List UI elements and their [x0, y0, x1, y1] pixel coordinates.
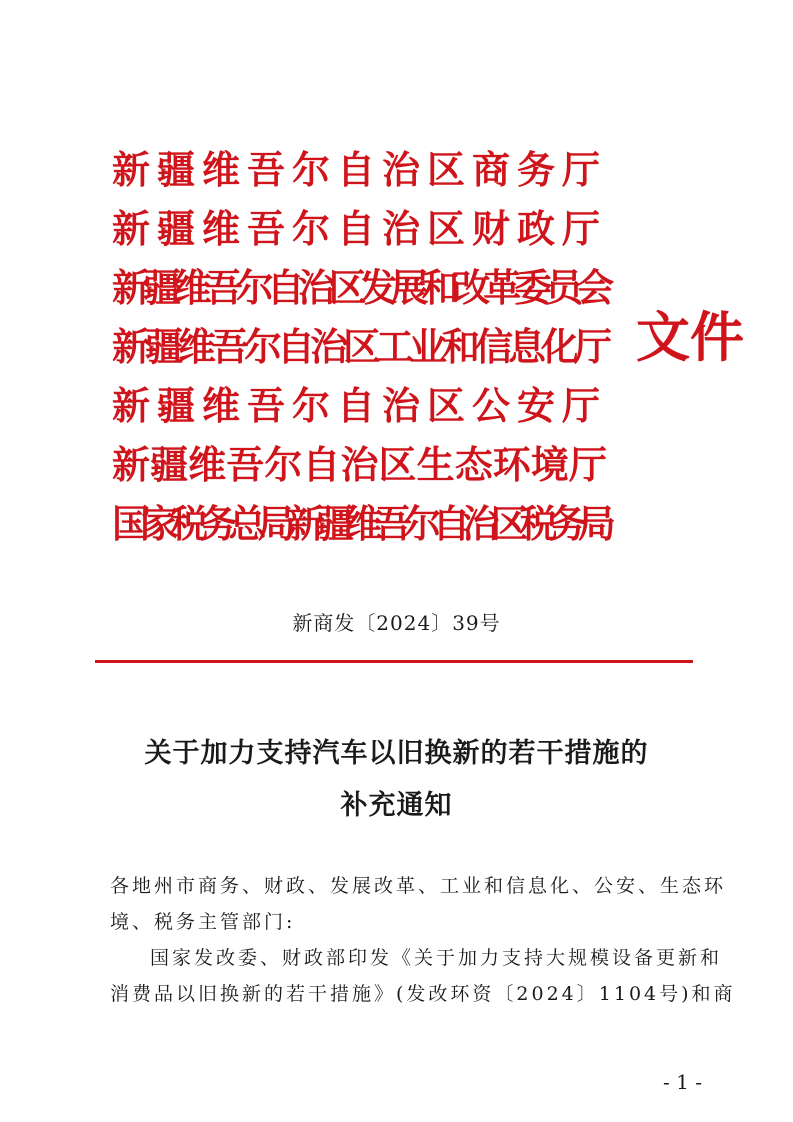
issuer-taxation: 国家税务总局新疆维吾尔自治区税务局	[112, 501, 608, 546]
issuing-authorities	[112, 140, 612, 553]
issuer-finance: 新疆维吾尔自治区财政厅	[112, 206, 608, 251]
addressee-line-2: 境、税务主管部门:	[110, 911, 296, 933]
document-mark: 文件	[636, 305, 744, 369]
addressee	[110, 868, 727, 940]
document-number: 新商发〔2024〕39号	[292, 611, 501, 635]
issuer-ecology-environment: 新疆维吾尔自治区生态环境厅	[112, 442, 608, 487]
body-paragraph	[110, 940, 736, 1012]
title-line-1: 关于加力支持汽车以旧换新的若干措施的	[144, 738, 649, 769]
red-separator-line	[95, 660, 693, 663]
issuer-public-security: 新疆维吾尔自治区公安厅	[112, 383, 608, 428]
addressee-line-1: 各地州市商务、财政、发展改革、工业和信息化、公安、生态环	[110, 875, 727, 897]
issuer-industry-it: 新疆维吾尔自治区工业和信息化厅	[112, 324, 608, 369]
document-title	[0, 728, 793, 832]
title-line-2: 补充通知	[340, 790, 453, 821]
body-line-1: 国家发改委、财政部印发《关于加力支持大规模设备更新和	[150, 947, 723, 969]
body-line-2: 消费品以旧换新的若干措施》(发改环资〔2024〕1104号)和商	[110, 983, 736, 1005]
issuer-commerce: 新疆维吾尔自治区商务厅	[112, 147, 608, 192]
page-number: - 1 -	[663, 1070, 702, 1094]
issuer-development-reform: 新疆维吾尔自治区发展和改革委员会	[112, 265, 608, 310]
